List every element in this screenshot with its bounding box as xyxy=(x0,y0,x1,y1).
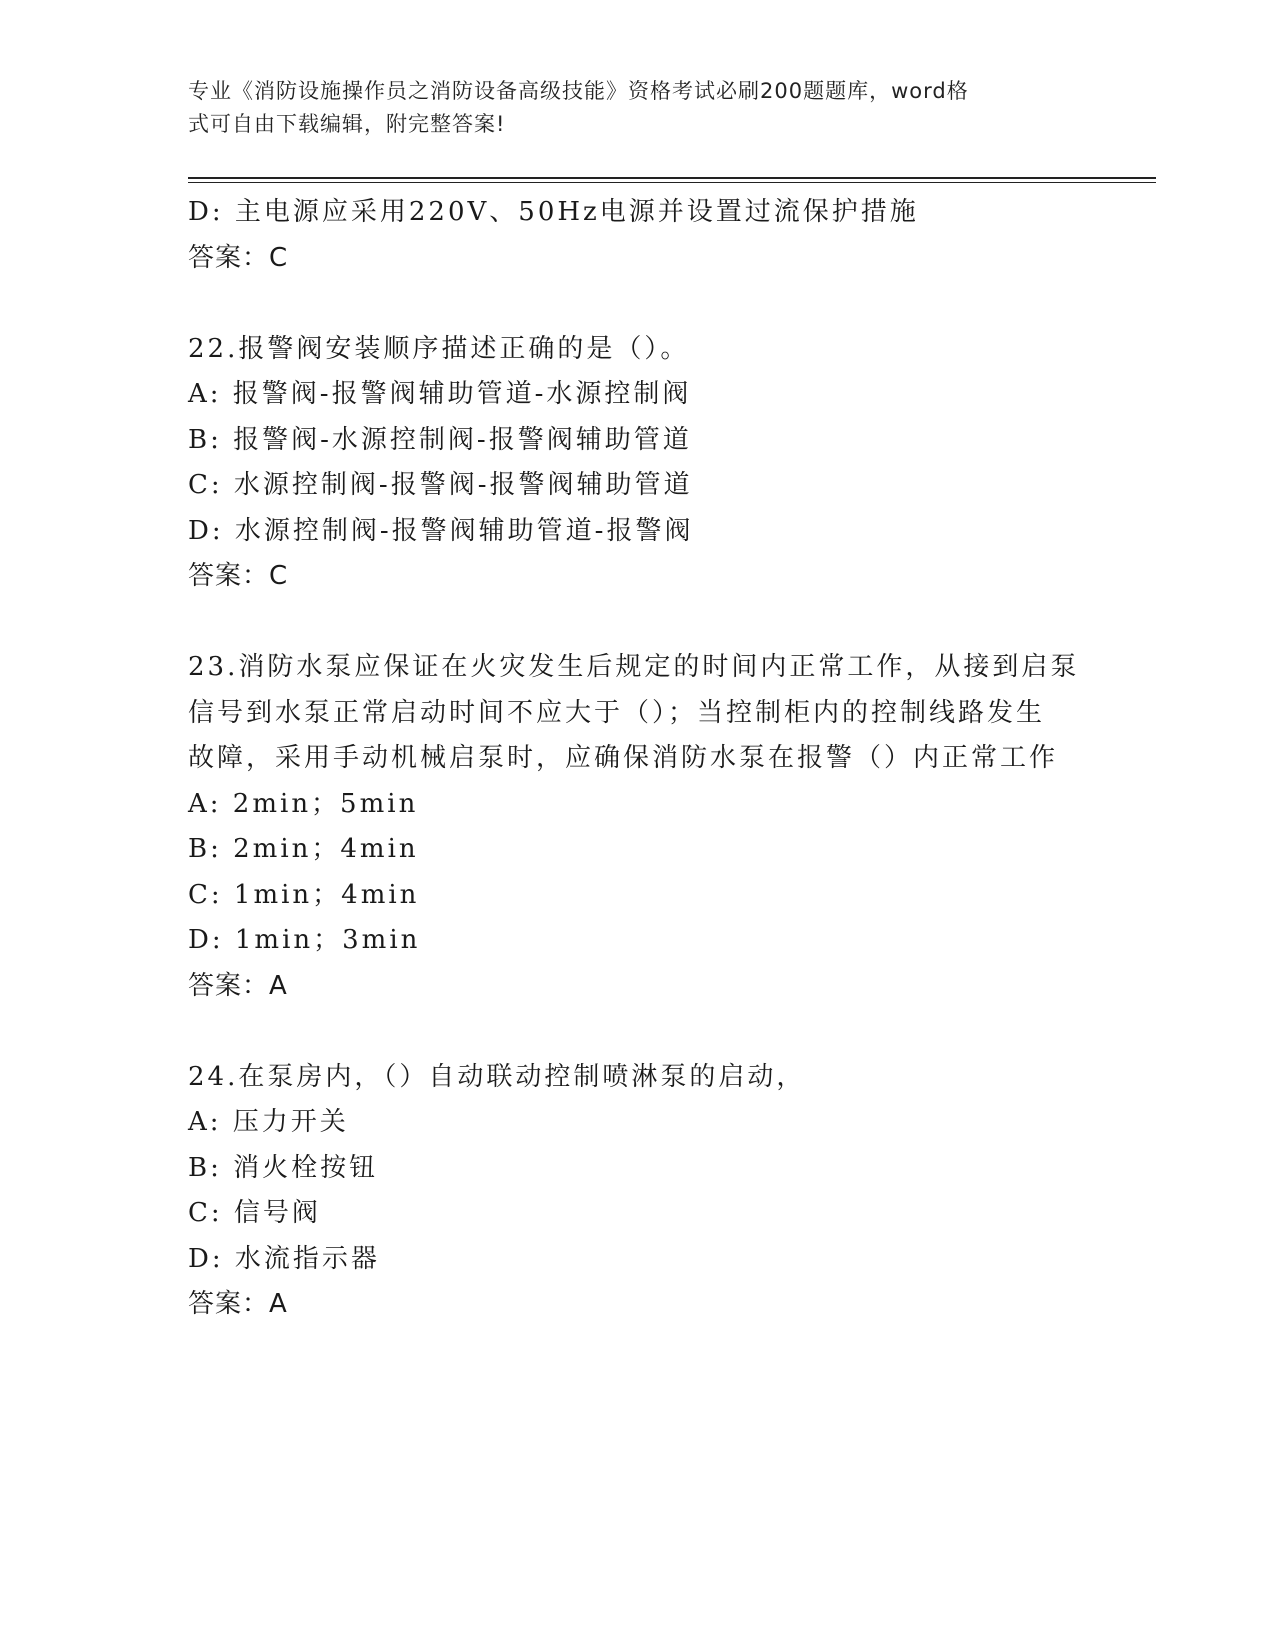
question-stem: 故障，采用手动机械启泵时，应确保消防水泵在报警（）内正常工作 xyxy=(188,743,1059,773)
question-stem: 24.在泵房内，（）自动联动控制喷淋泵的启动， xyxy=(188,1061,806,1092)
spacer xyxy=(188,281,1088,327)
question-stem: 22.报警阀安装顺序描述正确的是（）。 xyxy=(188,333,690,364)
header-divider-thin xyxy=(188,182,1156,183)
page-header xyxy=(188,75,1068,141)
option-b: B: 2min；4min xyxy=(188,834,419,864)
option-b: B: 报警阀-水源控制阀-报警阀辅助管道 xyxy=(188,424,692,455)
option-a: A: 报警阀-报警阀辅助管道-水源控制阀 xyxy=(188,379,692,409)
option-d: D: 1min；3min xyxy=(188,925,421,955)
option-d: D: 主电源应采用220V、50Hz电源并设置过流保护措施 xyxy=(188,197,919,227)
answer: 答案：A xyxy=(188,970,288,1001)
option-c: C: 1min；4min xyxy=(188,879,420,910)
answer: 答案：A xyxy=(188,1289,288,1319)
header-line-1: 专业《消防设施操作员之消防设备高级技能》资格考试必刷200题题库，word格 xyxy=(188,79,969,103)
question-stem: 23.消防水泵应保证在火灾发生后规定的时间内正常工作，从接到启泵 xyxy=(188,652,1080,682)
option-d: D: 水源控制阀-报警阀辅助管道-报警阀 xyxy=(188,515,694,546)
spacer xyxy=(188,1009,1088,1055)
document-body xyxy=(188,190,1088,1328)
question-23 xyxy=(188,645,1088,1009)
spacer xyxy=(188,600,1088,646)
option-a: A: 2min；5min xyxy=(188,788,419,819)
question-stem: 信号到水泵正常启动时间不应大于（）；当控制柜内的控制线路发生 xyxy=(188,697,1046,728)
header-divider-thick xyxy=(188,177,1156,179)
header-line-2: 式可自由下载编辑，附完整答案! xyxy=(188,112,506,136)
question-22 xyxy=(188,327,1088,600)
option-c: C: 信号阀 xyxy=(188,1198,321,1228)
option-c: C: 水源控制阀-报警阀-报警阀辅助管道 xyxy=(188,470,693,500)
question-24 xyxy=(188,1055,1088,1328)
option-d: D: 水流指示器 xyxy=(188,1243,380,1274)
answer: 答案：C xyxy=(188,561,289,591)
option-b: B: 消火栓按钮 xyxy=(188,1152,379,1183)
answer: 答案：C xyxy=(188,242,289,273)
option-a: A: 压力开关 xyxy=(188,1107,349,1137)
prev-question-tail xyxy=(188,190,1088,281)
